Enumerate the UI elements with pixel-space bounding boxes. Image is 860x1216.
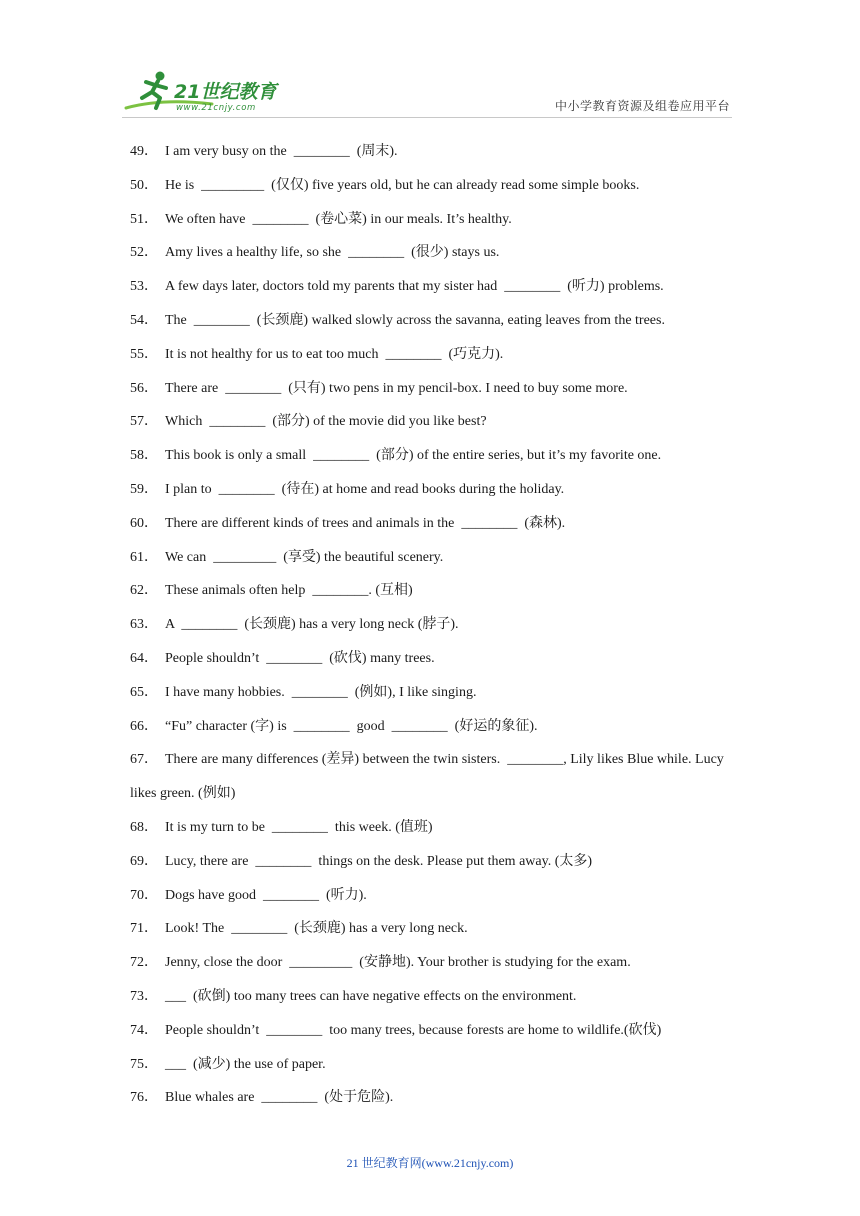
question-item	[130, 811, 742, 845]
question-number: 70．	[130, 887, 158, 903]
question-item	[130, 304, 742, 338]
question-number: 67．	[130, 752, 158, 768]
question-text: Which ________ (部分) of the movie did you like best?	[165, 414, 487, 430]
question-list	[130, 135, 742, 1115]
question-item	[130, 405, 742, 439]
question-number: 72．	[130, 955, 158, 971]
question-number: 59．	[130, 481, 158, 497]
footer-text: 21 世纪教育网(www.21cnjy.com)	[346, 1156, 514, 1170]
question-item	[130, 1081, 742, 1115]
question-number: 53．	[130, 279, 158, 295]
question-item	[130, 946, 742, 980]
question-number: 73．	[130, 988, 158, 1004]
question-item	[130, 135, 742, 169]
page-header	[0, 0, 860, 120]
question-number: 61．	[130, 549, 158, 565]
question-item	[130, 541, 742, 575]
logo	[122, 68, 292, 114]
question-text: He is _________ (仅仅) five years old, but he can already read some simple books.	[165, 177, 640, 193]
question-text: This book is only a small ________ (部分) of the entire series, but it’s my favorite one.	[165, 448, 662, 464]
question-number: 55．	[130, 346, 158, 362]
question-text: People shouldn’t ________ too many trees, because forests are home to wildlife.(砍伐)	[165, 1022, 662, 1038]
question-number: 68．	[130, 819, 158, 835]
question-number: 63．	[130, 617, 158, 633]
question-text: The ________ (长颈鹿) walked slowly across the savanna, eating leaves from the trees.	[165, 312, 665, 328]
question-item	[130, 473, 742, 507]
question-text: I have many hobbies. ________ (例如), I like singing.	[165, 684, 477, 700]
question-text: A few days later, doctors told my parents that my sister had ________ (听力) problems.	[165, 279, 664, 295]
platform-text: 中小学教育资源及组卷应用平台	[554, 99, 730, 113]
question-item	[130, 574, 742, 608]
question-text: It is my turn to be ________ this week. (值班)	[165, 819, 433, 835]
question-item	[130, 879, 742, 913]
question-item	[130, 608, 742, 642]
question-number: 71．	[130, 921, 158, 937]
question-number: 66．	[130, 718, 158, 734]
question-text: We can _________ (享受) the beautiful scenery.	[165, 549, 444, 565]
question-number: 69．	[130, 853, 158, 869]
question-number: 51．	[130, 211, 158, 227]
header-divider	[122, 117, 732, 118]
question-number: 58．	[130, 448, 158, 464]
question-item	[130, 439, 742, 473]
question-number: 56．	[130, 380, 158, 396]
question-text: Dogs have good ________ (听力).	[165, 887, 367, 903]
question-text: Lucy, there are ________ things on the desk. Please put them away. (太多)	[165, 853, 593, 869]
question-text: There are ________ (只有) two pens in my pencil-box. I need to buy some more.	[165, 380, 628, 396]
question-number: 60．	[130, 515, 158, 531]
runner-logo-icon	[122, 68, 292, 114]
question-text: Look! The ________ (长颈鹿) has a very long neck.	[165, 921, 468, 937]
question-item	[130, 710, 742, 744]
question-item	[130, 980, 742, 1014]
question-item	[130, 338, 742, 372]
logo-url-text: www.21cnjy.com	[176, 103, 256, 113]
question-item	[130, 845, 742, 879]
question-text: There are different kinds of trees and animals in the ________ (森林).	[165, 515, 566, 531]
question-item	[130, 236, 742, 270]
question-number: 62．	[130, 583, 158, 599]
question-text: These animals often help ________. (互相)	[165, 583, 413, 599]
question-text: It is not healthy for us to eat too much ________ (巧克力).	[165, 346, 504, 362]
question-item	[130, 1048, 742, 1082]
question-number: 75．	[130, 1056, 158, 1072]
question-text: Blue whales are ________ (处于危险).	[165, 1090, 394, 1106]
question-text: A ________ (长颈鹿) has a very long neck (脖子).	[165, 617, 459, 633]
question-text: Jenny, close the door _________ (安静地). Your brother is studying for the exam.	[165, 955, 631, 971]
question-item	[130, 507, 742, 541]
logo-text: 21世纪教育	[174, 81, 277, 103]
question-item	[130, 743, 742, 811]
question-number: 64．	[130, 650, 158, 666]
question-item	[130, 676, 742, 710]
question-item	[130, 372, 742, 406]
question-item	[130, 203, 742, 237]
question-text: I am very busy on the ________ (周末).	[165, 144, 398, 159]
question-text: There are many differences (差异) between the twin sisters. ________, Lily likes Blue while. Lucy likes green. (例如)	[130, 752, 728, 802]
question-number: 76．	[130, 1090, 158, 1106]
question-item	[130, 270, 742, 304]
question-number: 54．	[130, 312, 158, 328]
question-number: 57．	[130, 414, 158, 430]
question-text: People shouldn’t ________ (砍伐) many trees.	[165, 650, 435, 666]
question-text: ___ (砍倒) too many trees can have negative effects on the environment.	[165, 988, 577, 1004]
question-number: 74．	[130, 1022, 158, 1038]
question-text: “Fu” character (字) is ________ good ________ (好运的象征).	[165, 718, 538, 734]
question-item	[130, 642, 742, 676]
question-item	[130, 912, 742, 946]
question-text: Amy lives a healthy life, so she ________ (很少) stays us.	[165, 245, 500, 261]
question-number: 50．	[130, 177, 158, 193]
question-item	[130, 169, 742, 203]
question-number: 49．	[130, 144, 158, 159]
question-text: ___ (减少) the use of paper.	[165, 1056, 326, 1072]
question-item	[130, 1014, 742, 1048]
question-text: We often have ________ (卷心菜) in our meals. It’s healthy.	[165, 211, 512, 227]
question-number: 52．	[130, 245, 158, 261]
question-text: I plan to ________ (待在) at home and read books during the holiday.	[165, 481, 565, 497]
question-number: 65．	[130, 684, 158, 700]
